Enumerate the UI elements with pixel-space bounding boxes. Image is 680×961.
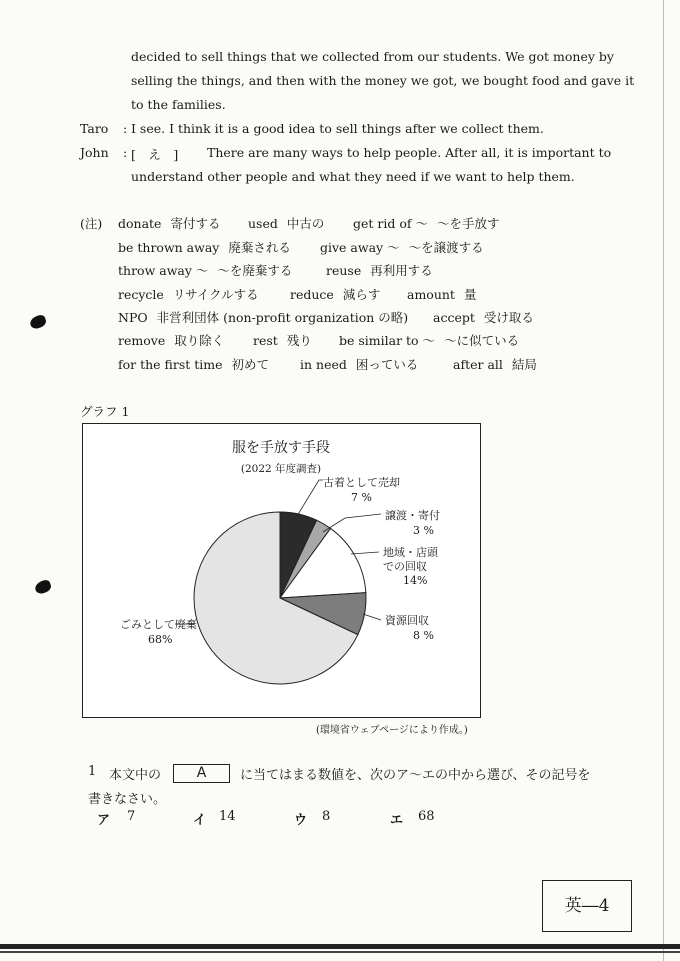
graph-label: グラフ 1 — [80, 404, 130, 419]
question-text: に当てはまる数値を、次のア～エの中から選び、その記号を — [240, 768, 591, 783]
dialogue-line: to the families. — [131, 97, 226, 112]
gloss-term: after all — [453, 357, 503, 372]
slice-value: 8 % — [413, 629, 434, 642]
gloss-entry — [453, 355, 537, 373]
gloss-entry — [118, 238, 291, 256]
blank-e: [ え ] — [131, 147, 179, 162]
option-value: 8 — [322, 809, 331, 824]
gloss-meaning: 結局 — [511, 357, 537, 372]
gloss-entry — [118, 355, 269, 373]
gloss-entry — [118, 214, 220, 232]
gloss-term: used — [248, 216, 278, 231]
gloss-term: donate — [118, 216, 162, 231]
speaker-taro: Taro — [80, 121, 109, 136]
gloss-entry — [253, 331, 312, 349]
gloss-meaning: 再利用する — [370, 263, 433, 278]
page-edge — [663, 0, 664, 961]
gloss-meaning: 残り — [286, 333, 312, 348]
gloss-term: accept — [433, 310, 475, 325]
slice-name: 古着として売却 — [323, 476, 400, 489]
speaker-colon: : — [123, 145, 128, 160]
question-text: 書きなさい。 — [88, 792, 167, 807]
gloss-term: give away ～ — [320, 240, 400, 255]
slice-value: 68% — [148, 633, 173, 646]
question-text: 本文中の — [109, 768, 162, 783]
gloss-meaning: 廃棄される — [228, 240, 291, 255]
gloss-meaning: ～を手放す — [436, 216, 500, 231]
chart-frame — [82, 423, 481, 718]
bottom-rule — [0, 944, 680, 949]
gloss-meaning: 中古の — [286, 216, 325, 231]
leader-line — [351, 552, 379, 554]
gloss-meaning: 寄付する — [170, 216, 221, 231]
gloss-entry — [326, 261, 433, 279]
gloss-meaning: ～を廃棄する — [217, 263, 293, 278]
gloss-entry — [433, 308, 534, 326]
chart-subtitle: (2022 年度調査) — [240, 463, 322, 475]
slice-value: 3 % — [413, 524, 434, 537]
gloss-term: rest — [253, 333, 278, 348]
question-number: 1 — [88, 764, 97, 779]
gloss-meaning: 困っている — [355, 357, 419, 372]
gloss-term: in need — [300, 357, 347, 372]
gloss-entry — [353, 214, 500, 232]
gloss-term: amount — [407, 287, 455, 302]
gloss-entry — [118, 261, 292, 279]
gloss-meaning: 初めて — [231, 357, 270, 372]
option-value: 68 — [418, 809, 435, 824]
gloss-term: reduce — [290, 287, 334, 302]
gloss-term: get rid of ～ — [353, 216, 428, 231]
answer-box-a: A — [173, 764, 230, 783]
gloss-term: NPO — [118, 310, 148, 325]
pie-chart — [83, 424, 480, 717]
gloss-entry — [407, 285, 476, 303]
gloss-meaning: 量 — [463, 287, 477, 302]
page-number: 英―4 — [542, 880, 632, 932]
slice-name: ごみとして廃棄 — [120, 618, 197, 631]
gloss-entry — [118, 285, 259, 303]
gloss-entry — [290, 285, 380, 303]
gloss-term: remove — [118, 333, 166, 348]
chart-source: (環境省ウェブページにより作成。) — [316, 725, 468, 736]
slice-value: 7 % — [351, 491, 372, 504]
leader-line — [297, 480, 323, 516]
gloss-term: throw away ～ — [118, 263, 209, 278]
dialogue-line: selling the things, and then with the money we got, we bought food and gave it — [131, 73, 635, 88]
dialogue-line: decided to sell things that we collected from our students. We got money by — [131, 49, 614, 64]
gloss-entry — [320, 238, 484, 256]
slice-name: 地域・店頭 — [383, 546, 438, 559]
leader-line — [363, 614, 381, 620]
speaker-john: John — [80, 145, 109, 160]
gloss-meaning: 受け取る — [483, 310, 534, 325]
bottom-rule — [0, 951, 680, 953]
gloss-term: be similar to ～ — [339, 333, 436, 348]
option-mark: ア — [97, 813, 111, 828]
gloss-term: be thrown away — [118, 240, 220, 255]
gloss-term: for the first time — [118, 357, 223, 372]
punch-hole — [28, 314, 47, 331]
option-mark: イ — [193, 813, 207, 828]
gloss-meaning: 非営利団体 (non-profit organization の略) — [156, 310, 409, 325]
gloss-entry — [300, 355, 418, 373]
slice-name: 譲渡・寄付 — [385, 509, 440, 522]
gloss-meaning: 減らす — [342, 287, 381, 302]
slice-name: での回収 — [383, 560, 427, 573]
john-line: There are many ways to help people. After all, it is important to — [207, 145, 612, 160]
gloss-entry — [118, 331, 224, 349]
gloss-entry — [118, 308, 408, 326]
gloss-term: recycle — [118, 287, 164, 302]
slice-name: 資源回収 — [385, 614, 429, 627]
john-line: understand other people and what they need if we want to help them. — [131, 169, 575, 184]
punch-hole — [33, 579, 52, 596]
gloss-meaning: 取り除く — [174, 333, 225, 348]
chart-title: 服を手放す手段 — [232, 440, 330, 456]
gloss-meaning: リサイクルする — [172, 287, 259, 302]
gloss-entry — [248, 214, 324, 232]
gloss-term: reuse — [326, 263, 362, 278]
taro-line: I see. I think it is a good idea to sell things after we collect them. — [131, 121, 544, 136]
speaker-colon: : — [123, 121, 128, 136]
option-mark: エ — [390, 813, 404, 828]
slice-value: 14% — [403, 574, 428, 587]
notes-label: (注) — [80, 216, 103, 231]
gloss-meaning: ～に似ている — [444, 333, 520, 348]
gloss-meaning: ～を譲渡する — [408, 240, 484, 255]
option-value: 14 — [219, 809, 236, 824]
option-value: 7 — [127, 809, 136, 824]
option-mark: ウ — [294, 813, 308, 828]
gloss-entry — [339, 331, 519, 349]
